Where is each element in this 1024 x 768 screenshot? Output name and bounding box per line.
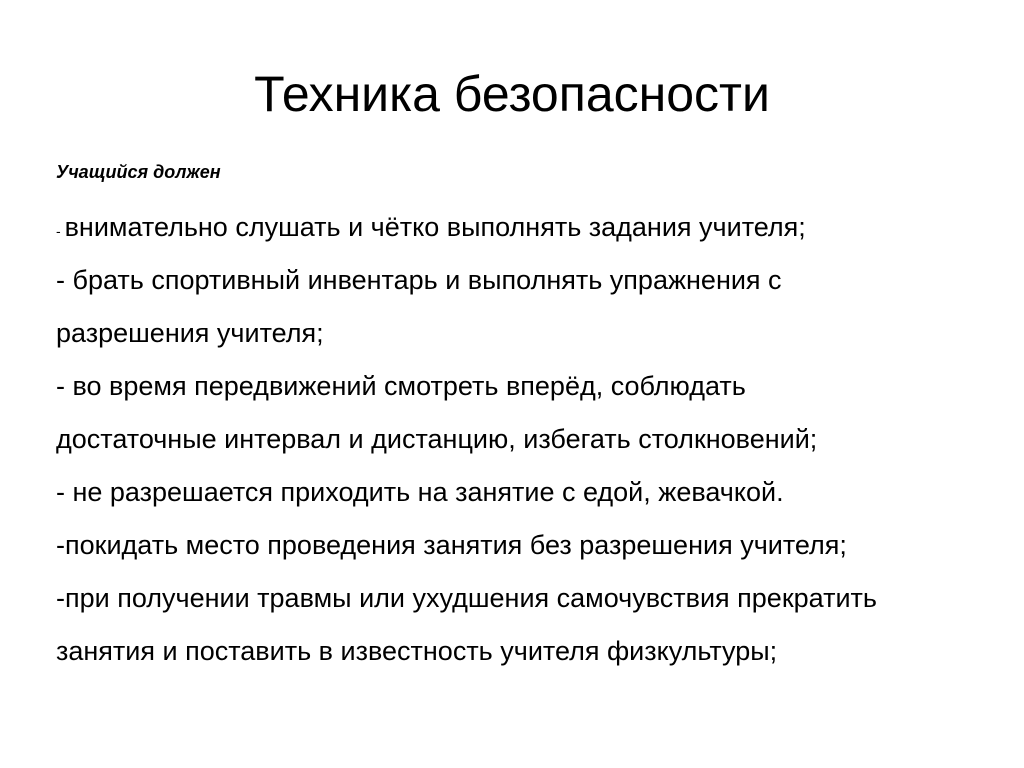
rule-line: - во время передвижений смотреть вперёд, соблюдать xyxy=(56,371,746,401)
rule-line xyxy=(56,201,1006,254)
rule-line-text: внимательно слушать и чётко выполнять задания учителя; xyxy=(64,212,806,242)
rule-line: -покидать место проведения занятия без разрешения учителя; xyxy=(56,530,847,560)
rule-line: достаточные интервал и дистанцию, избегать столкновений; xyxy=(56,424,818,454)
rule-line: - не разрешается приходить на занятие с едой, жевачкой. xyxy=(56,477,784,507)
rule-line: разрешения учителя; xyxy=(56,318,324,348)
rule-line: - брать спортивный инвентарь и выполнять упражнения с xyxy=(56,265,782,295)
rules-list xyxy=(56,201,1006,678)
bullet-dash: - xyxy=(56,223,65,239)
slide-subtitle: Учащийся должен xyxy=(56,162,221,182)
rule-line: -при получении травмы или ухудшения самочувствия прекратить xyxy=(56,583,877,613)
slide-title: Техника безопасности xyxy=(254,66,770,122)
rule-line: занятия и поставить в известность учителя физкультуры; xyxy=(56,636,778,666)
